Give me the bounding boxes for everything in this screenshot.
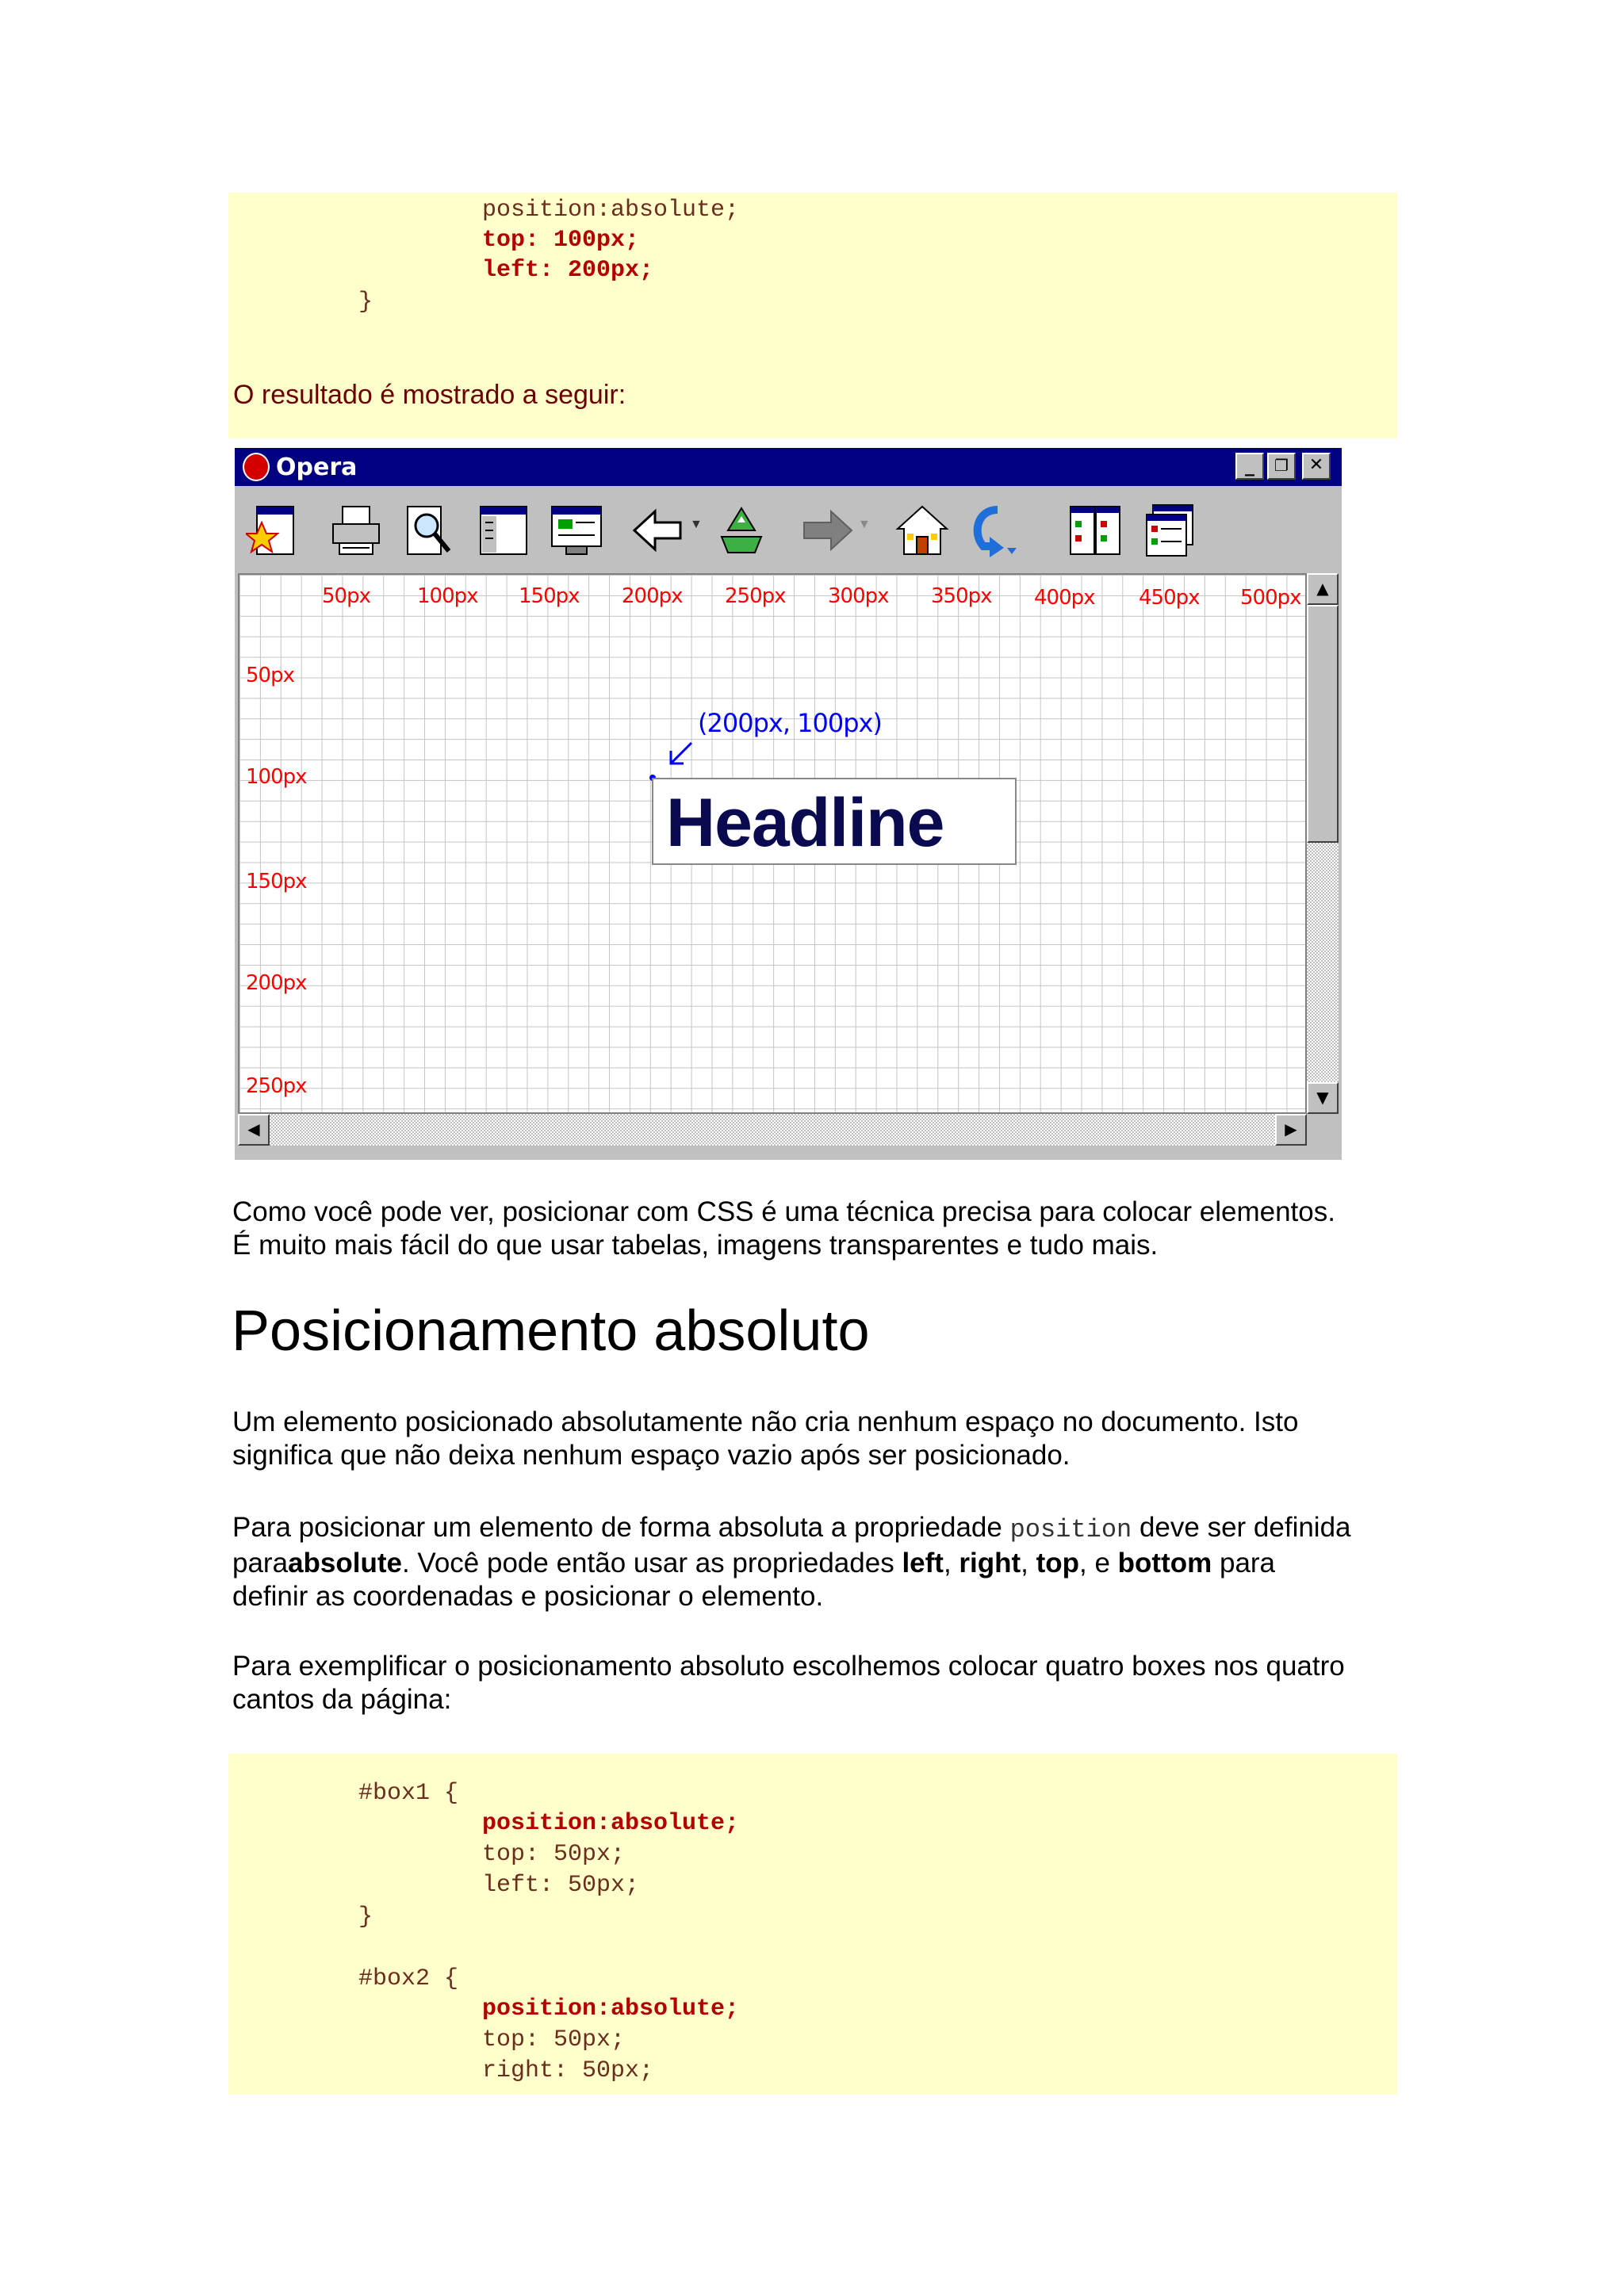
text-run: deve ser definida <box>1132 1512 1351 1543</box>
paragraph <box>232 1511 1414 1613</box>
ruler-y-label: 250px <box>246 1074 307 1098</box>
print-icon[interactable] <box>328 502 384 559</box>
code-line: top: 50px; <box>482 1841 626 1868</box>
code-block-bottom <box>228 1754 1397 2095</box>
restore-button[interactable]: ❐ <box>1267 453 1296 480</box>
title-bar <box>235 448 1342 486</box>
text-line: Um elemento posicionado absolutamente não cria nenhum espaço no documento. Isto <box>232 1406 1299 1437</box>
code-block-top <box>228 193 1397 438</box>
bold-term: absolute <box>288 1548 402 1578</box>
scroll-right-icon[interactable]: ▶ <box>1275 1114 1307 1146</box>
toolbar <box>235 486 1342 573</box>
inline-code: position <box>1009 1515 1132 1544</box>
ruler-y-label: 50px <box>246 664 294 687</box>
home-icon[interactable] <box>894 502 950 559</box>
scroll-left-icon[interactable]: ◀ <box>238 1114 270 1146</box>
bold-term: bottom <box>1117 1548 1212 1578</box>
bold-term: right <box>959 1548 1021 1578</box>
code-line: position:absolute; <box>482 1810 740 1837</box>
bold-term: left <box>902 1548 944 1578</box>
ruler-y-label: 200px <box>246 971 307 995</box>
arrow-icon <box>668 740 695 767</box>
forward-dropdown-icon[interactable]: ▼ <box>858 518 871 531</box>
ruler-x-label: 400px <box>1034 586 1095 610</box>
close-button[interactable]: ✕ <box>1302 453 1331 480</box>
cascade-icon[interactable] <box>1067 502 1123 559</box>
code-line: #box2 { <box>358 1965 459 1992</box>
ruler-x-label: 50px <box>322 584 370 608</box>
ruler-x-label: 500px <box>1240 586 1301 610</box>
text-run: Para posicionar um elemento de forma absoluta a propriedade <box>232 1512 1010 1543</box>
paragraph <box>232 1406 1406 1472</box>
code-line: #box1 { <box>358 1780 459 1807</box>
redirect-icon[interactable] <box>966 502 1021 559</box>
section-heading: Posicionamento absoluto <box>232 1299 870 1363</box>
text-line <box>232 1547 1414 1580</box>
minimize-button[interactable]: _ <box>1235 453 1264 480</box>
ruler-x-label: 300px <box>828 584 889 608</box>
opera-browser-window <box>235 448 1342 1160</box>
ruler-x-label: 200px <box>622 584 683 608</box>
tile-icon[interactable] <box>1142 502 1197 559</box>
bold-term: top <box>1036 1548 1080 1578</box>
browser-viewport <box>238 573 1307 1114</box>
code-line: position:absolute; <box>482 197 740 224</box>
ruler-y-label: 100px <box>246 765 307 789</box>
text-line: cantos da página: <box>232 1684 452 1715</box>
paragraph <box>232 1196 1406 1262</box>
back-icon[interactable] <box>631 502 687 559</box>
horizontal-scrollbar[interactable] <box>238 1114 1307 1146</box>
text-line: É muito mais fácil do que usar tabelas, imagens transparentes e tudo mais. <box>232 1230 1159 1261</box>
panel-icon[interactable] <box>476 502 531 559</box>
text-line: Como você pode ver, posicionar com CSS é uma técnica precisa para colocar elementos. <box>232 1196 1335 1227</box>
window-title: Opera <box>276 453 358 481</box>
text-line: definir as coordenadas e posicionar o elemento. <box>232 1581 824 1612</box>
ruler-x-label: 100px <box>417 584 478 608</box>
ruler-y-label: 150px <box>246 870 307 894</box>
text-run: , e <box>1079 1548 1118 1578</box>
scroll-thumb[interactable] <box>1307 605 1339 843</box>
back-dropdown-icon[interactable]: ▼ <box>690 518 703 531</box>
forward-icon[interactable] <box>799 502 855 559</box>
scrollbar-corner <box>1307 1114 1339 1146</box>
ruler-x-label: 450px <box>1139 586 1200 610</box>
text-run: para <box>232 1548 289 1578</box>
search-icon[interactable] <box>401 502 457 559</box>
ruler-x-label: 250px <box>725 584 786 608</box>
text-run: , <box>943 1548 959 1578</box>
window-icon[interactable] <box>549 502 604 559</box>
scroll-down-icon[interactable]: ▼ <box>1307 1082 1339 1114</box>
reload-icon[interactable] <box>714 502 769 559</box>
text-line <box>232 1511 1414 1547</box>
code-line: position:absolute; <box>482 1996 740 2022</box>
opera-logo-icon <box>243 453 270 481</box>
code-line: left: 200px; <box>482 257 654 284</box>
code-caption: O resultado é mostrado a seguir: <box>233 380 626 410</box>
hotlist-icon[interactable] <box>246 502 301 559</box>
text-run: para <box>1212 1548 1276 1578</box>
paragraph <box>232 1650 1406 1716</box>
text-line: Para exemplificar o posicionamento absoluto escolhemos colocar quatro boxes nos quatro <box>232 1651 1345 1682</box>
code-line: left: 50px; <box>482 1872 640 1899</box>
code-line: top: 100px; <box>482 227 640 254</box>
coordinate-label: (200px, 100px) <box>698 708 882 738</box>
ruler-x-label: 150px <box>519 584 580 608</box>
code-line: right: 50px; <box>482 2057 654 2084</box>
text-run: . Você pode então usar as propriedades <box>401 1548 902 1578</box>
headline-text: Headline <box>666 785 944 861</box>
scroll-up-icon[interactable]: ▲ <box>1307 573 1339 605</box>
code-line: top: 50px; <box>482 2026 626 2053</box>
code-line: } <box>358 1904 373 1931</box>
vertical-scrollbar[interactable] <box>1307 573 1339 1114</box>
ruler-x-label: 350px <box>931 584 992 608</box>
text-line: significa que não deixa nenhum espaço vazio após ser posicionado. <box>232 1440 1071 1471</box>
text-run: , <box>1021 1548 1036 1578</box>
code-line: } <box>358 289 373 316</box>
headline-box <box>652 778 1017 865</box>
